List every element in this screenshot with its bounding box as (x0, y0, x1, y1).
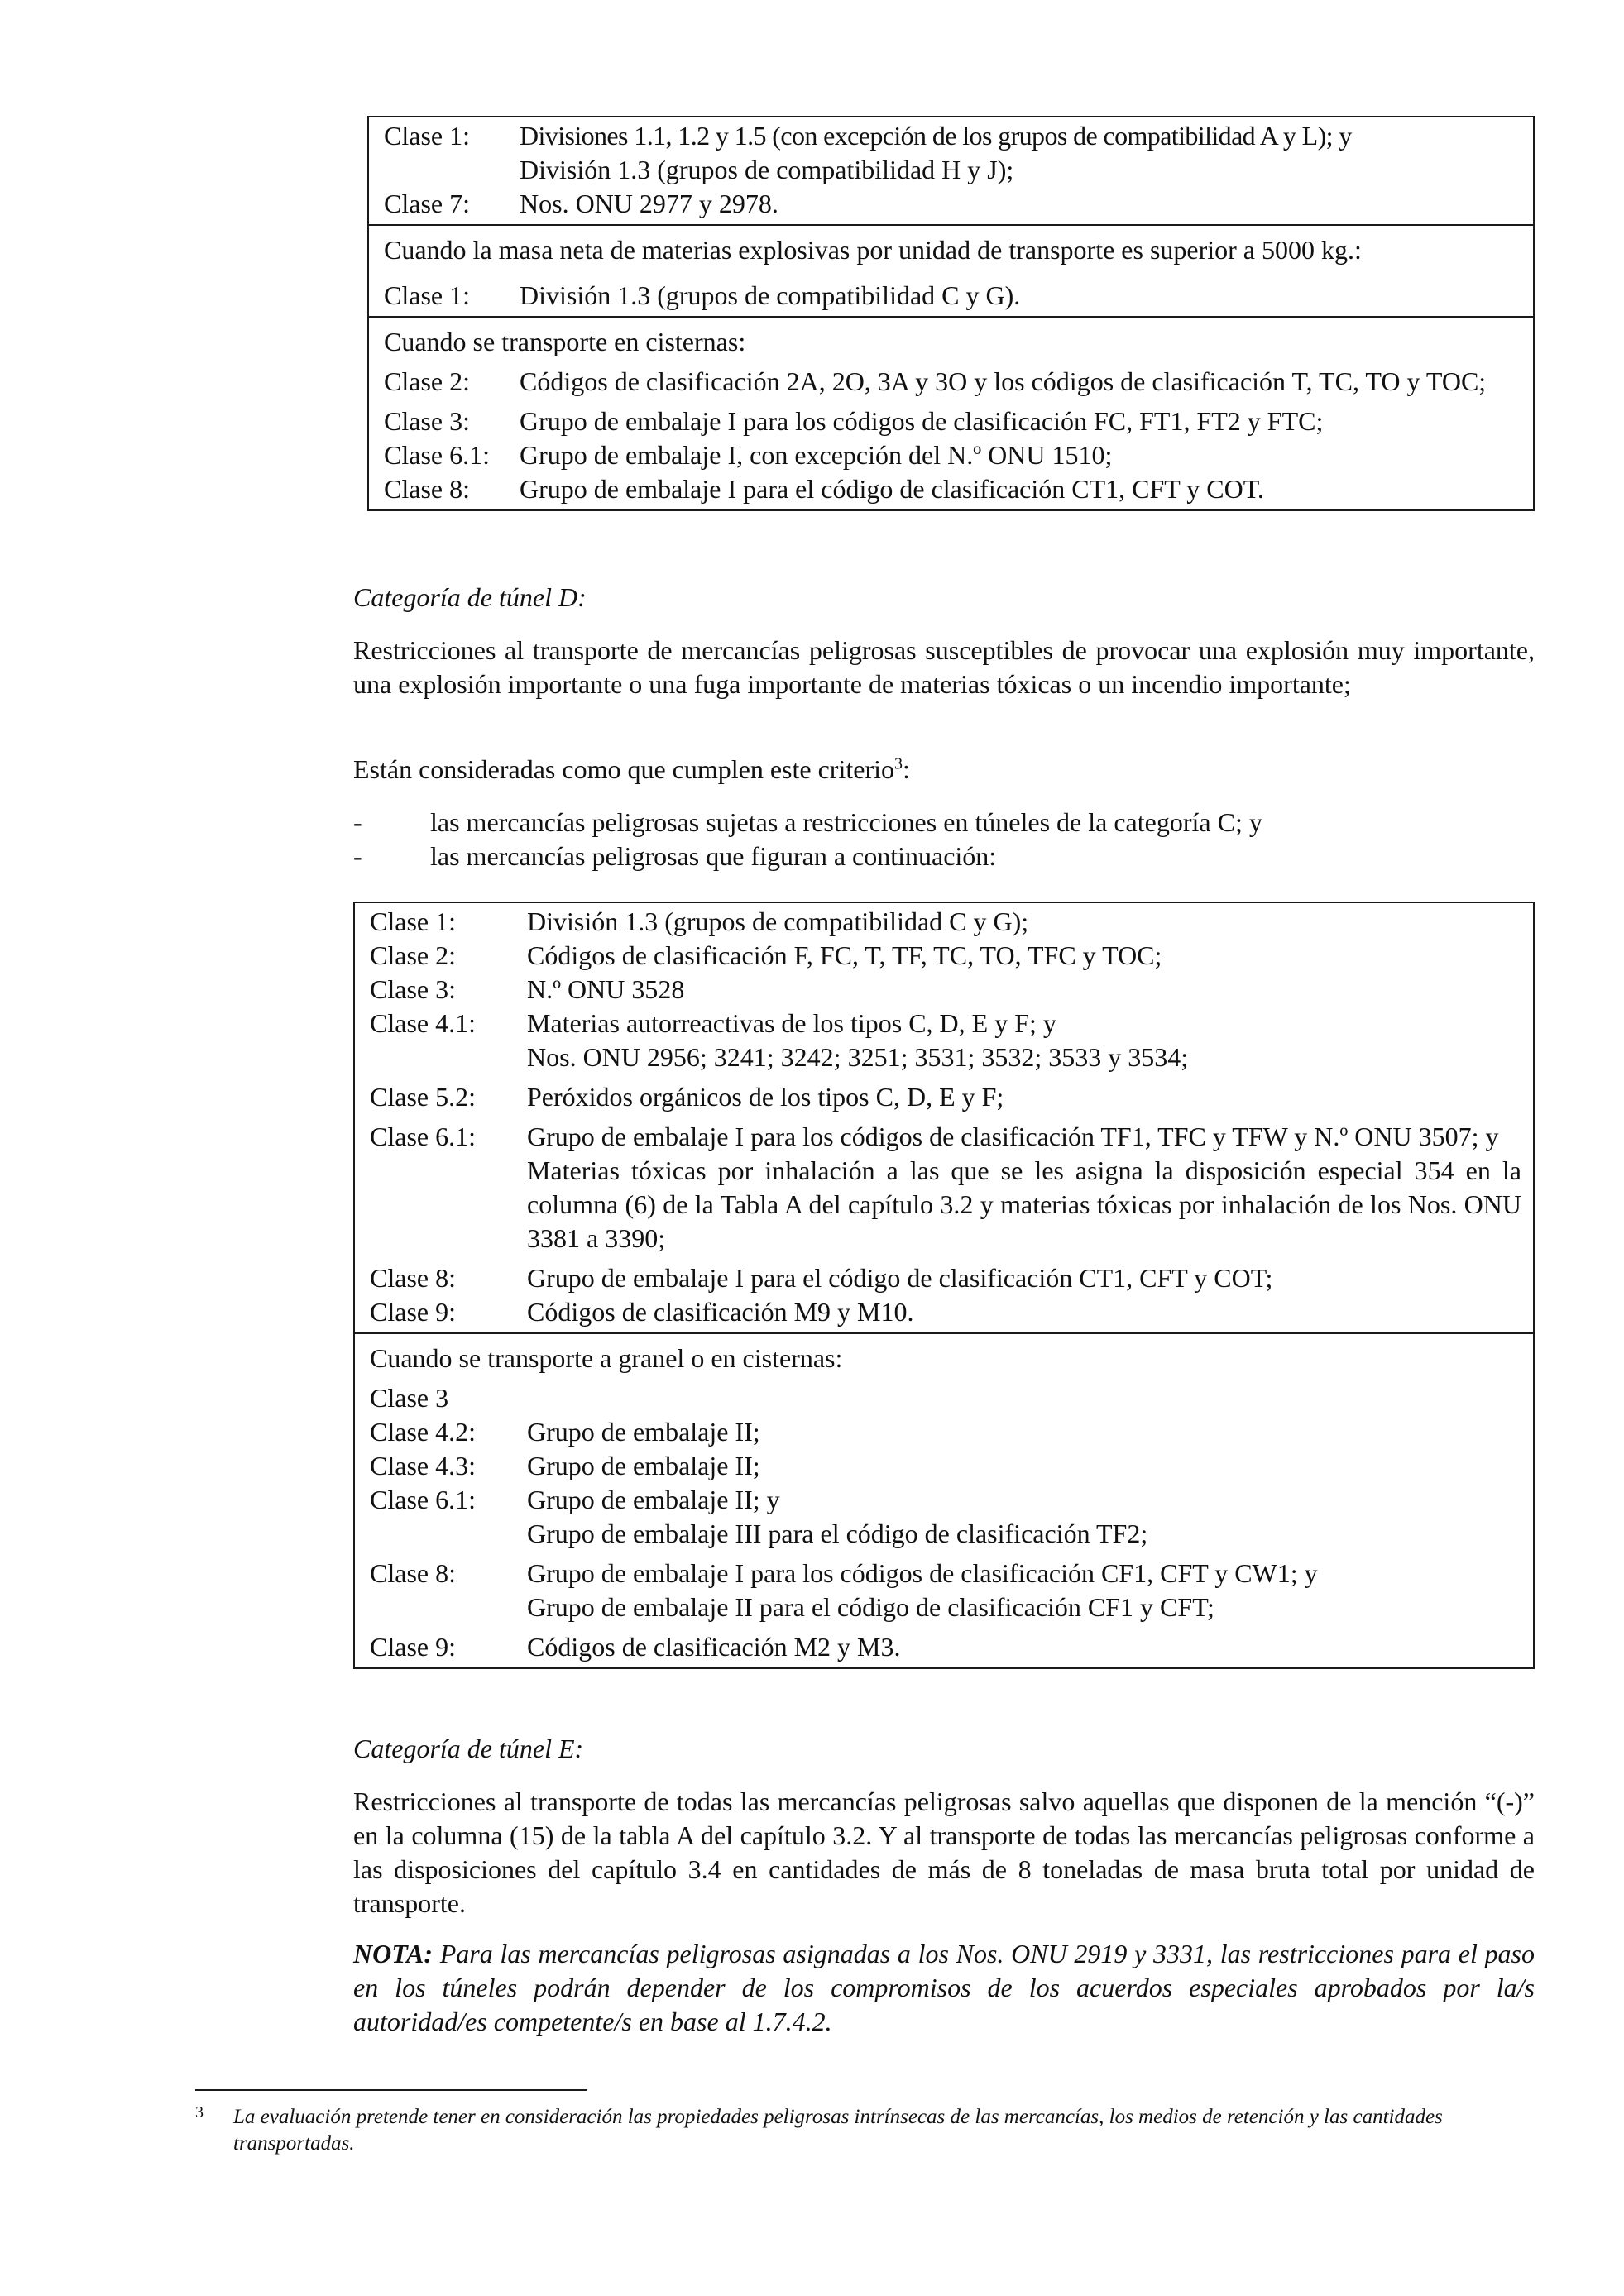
class-label: Clase 8: (370, 1558, 456, 1588)
table-section (369, 117, 1533, 224)
description-line: Grupo de embalaje III para el código de clasificación TF2; (527, 1519, 1148, 1548)
table-row (355, 1261, 1533, 1295)
class-label: Clase 9: (370, 1632, 456, 1662)
table-row (355, 1557, 1533, 1624)
category-e-heading: Categoría de túnel E: (353, 1734, 584, 1763)
list-item-text: las mercancías peligrosas sujetas a restricciones en túneles de la categoría C; y (430, 807, 1262, 837)
table-row (369, 279, 1533, 313)
table-section (355, 1332, 1533, 1667)
footnote-reference: 3 (893, 754, 903, 773)
criterion-text: Están consideradas como que cumplen este criterio (353, 754, 894, 784)
class-label: Clase 2: (384, 366, 470, 396)
table-row (355, 905, 1533, 939)
class-description: Peróxidos orgánicos de los tipos C, D, E y F; (527, 1082, 1004, 1112)
table-row (369, 472, 1533, 506)
class-description: Códigos de clasificación M9 y M10. (527, 1297, 914, 1327)
criteria-list (353, 806, 1535, 873)
class-label: Clase 6.1: (384, 440, 490, 470)
list-item (353, 839, 1535, 873)
class-label: Clase 3: (370, 974, 456, 1004)
class-description (520, 119, 1521, 187)
class-label: Clase 2: (370, 940, 456, 970)
table-row (369, 187, 1533, 221)
class-description (527, 1007, 1521, 1074)
list-item-text: las mercancías peligrosas que figuran a continuación: (430, 841, 997, 871)
description-line: Grupo de embalaje I para los códigos de clasificación TF1, TFC y TFW y N.º ONU 3507; y (527, 1122, 1499, 1151)
class-description: Grupo de embalaje I para el código de clasificación CT1, CFT y COT; (527, 1263, 1273, 1293)
condition-text: Cuando se transporte a granel o en cisternas: (370, 1343, 843, 1373)
description-line: Grupo de embalaje II para el código de clasificación CF1 y CFT; (527, 1592, 1214, 1622)
class-description: Grupo de embalaje I para los códigos de clasificación FC, FT1, FT2 y FTC; (520, 406, 1324, 436)
description-line: Nos. ONU 2956; 3241; 3242; 3251; 3531; 3532; 3533 y 3534; (527, 1042, 1189, 1072)
footnote (195, 2104, 1535, 2157)
table-row (355, 1449, 1533, 1483)
table-row (355, 1381, 1533, 1415)
class-description: Nos. ONU 2977 y 2978. (520, 189, 778, 218)
table-section (369, 316, 1533, 509)
criterion-colon: : (902, 754, 910, 784)
class-description: División 1.3 (grupos de compatibilidad C y G); (527, 906, 1029, 936)
category-c-table (367, 116, 1535, 511)
footnote-divider (195, 2089, 587, 2091)
class-label: Clase 1: (384, 280, 470, 310)
description-line: Materias tóxicas por inhalación a las que se les asigna la disposición especial 354 en la columna (6) de la Tabla A del capítulo 3.2 y materias tóxicas por inhalación de los Nos. ONU 3381 a 3390; (527, 1155, 1521, 1253)
class-label: Clase 9: (370, 1297, 456, 1327)
table-row (369, 404, 1533, 438)
description-line: Grupo de embalaje I para los códigos de clasificación CF1, CFT y CW1; y (527, 1558, 1318, 1588)
condition-text: Cuando se transporte en cisternas: (384, 327, 746, 356)
class-label: Clase 6.1: (370, 1122, 476, 1151)
table-row (355, 1483, 1533, 1551)
category-d-heading: Categoría de túnel D: (353, 582, 587, 612)
class-description: Grupo de embalaje I para el código de clasificación CT1, CFT y COT. (520, 474, 1264, 504)
class-description: Grupo de embalaje II; (527, 1451, 760, 1480)
table-row (369, 365, 1533, 399)
class-description: División 1.3 (grupos de compatibilidad C y G). (520, 280, 1021, 310)
list-dash: - (353, 841, 362, 871)
category-e-paragraph: Restricciones al transporte de todas las mercancías peligrosas salvo aquellas que disponen de la mención “(-)” en la columna (15) de la tabla A del capítulo 3.2. Y al transporte de todas las mercancías peligrosas conforme a las disposiciones del capítulo 3.4 en cantidades de más de 8 toneladas de masa bruta total por unidad de transporte. (353, 1787, 1535, 1918)
table-row (355, 1415, 1533, 1449)
table-row (355, 1007, 1533, 1074)
class-description: Grupo de embalaje II; (527, 1417, 760, 1447)
class-description: Códigos de clasificación F, FC, T, TF, TC, TO, TFC y TOC; (527, 940, 1162, 970)
class-description (527, 1557, 1521, 1624)
table-row (355, 1630, 1533, 1664)
footnote-text: La evaluación pretende tener en consideración las propiedades peligrosas intrínsecas de las mercancías, los medios de retención y las cantidades transportadas. (233, 2106, 1443, 2155)
category-d-paragraph: Restricciones al transporte de mercancías peligrosas susceptibles de provocar una explosión muy importante, una explosión importante o una fuga importante de materias tóxicas o un incendio importante; (353, 635, 1535, 699)
class-description (527, 1483, 1521, 1551)
class-label: Clase 3: (384, 406, 470, 436)
table-section (355, 903, 1533, 1332)
list-item (353, 806, 1535, 839)
class-description (527, 1120, 1521, 1256)
category-d-table (353, 902, 1535, 1669)
table-section (369, 224, 1533, 316)
class-label: Clase 1: (384, 121, 470, 151)
table-row (355, 1120, 1533, 1256)
note-label: NOTA: (353, 1939, 433, 1968)
table-row (369, 119, 1533, 187)
footnote-number: 3 (195, 2103, 204, 2121)
table-row (369, 438, 1533, 472)
note-paragraph (353, 1937, 1535, 2039)
class-label: Clase 4.3: (370, 1451, 476, 1480)
description-line: Grupo de embalaje II; y (527, 1485, 780, 1514)
class-label: Clase 4.2: (370, 1417, 476, 1447)
table-row (355, 973, 1533, 1007)
list-dash: - (353, 807, 362, 837)
class-description: Códigos de clasificación M2 y M3. (527, 1632, 901, 1662)
class-description: N.º ONU 3528 (527, 974, 685, 1004)
class-label: Clase 8: (370, 1263, 456, 1293)
class-label: Clase 7: (384, 189, 470, 218)
class-label: Clase 5.2: (370, 1082, 476, 1112)
class-label: Clase 1: (370, 906, 456, 936)
class-label: Clase 8: (384, 474, 470, 504)
class-description: Grupo de embalaje I, con excepción del N.º ONU 1510; (520, 440, 1113, 470)
condition-text: Cuando la masa neta de materias explosivas por unidad de transporte es superior a 5000 kg.: (384, 235, 1362, 265)
class-description: Códigos de clasificación 2A, 2O, 3A y 3O y los códigos de clasificación T, TC, TO y TOC; (520, 366, 1487, 396)
class-label: Clase 6.1: (370, 1485, 476, 1514)
class-label: Clase 3 (370, 1383, 449, 1413)
note-text: Para las mercancías peligrosas asignadas a los Nos. ONU 2919 y 3331, las restricciones para el paso en los túneles podrán depender de los compromisos de los acuerdos especiales aprobados por la/s autoridad/es competente/s en base al 1.7.4.2. (353, 1939, 1535, 2036)
table-row (355, 1080, 1533, 1114)
description-line: Divisiones 1.1, 1.2 y 1.5 (con excepción de los grupos de compatibilidad A y L); y (520, 121, 1352, 151)
criterion-line (353, 753, 1535, 787)
class-label: Clase 4.1: (370, 1008, 476, 1038)
description-line: Materias autorreactivas de los tipos C, D, E y F; y (527, 1008, 1056, 1038)
table-row (355, 939, 1533, 973)
table-row (355, 1295, 1533, 1329)
description-line: División 1.3 (grupos de compatibilidad H y J); (520, 155, 1014, 184)
